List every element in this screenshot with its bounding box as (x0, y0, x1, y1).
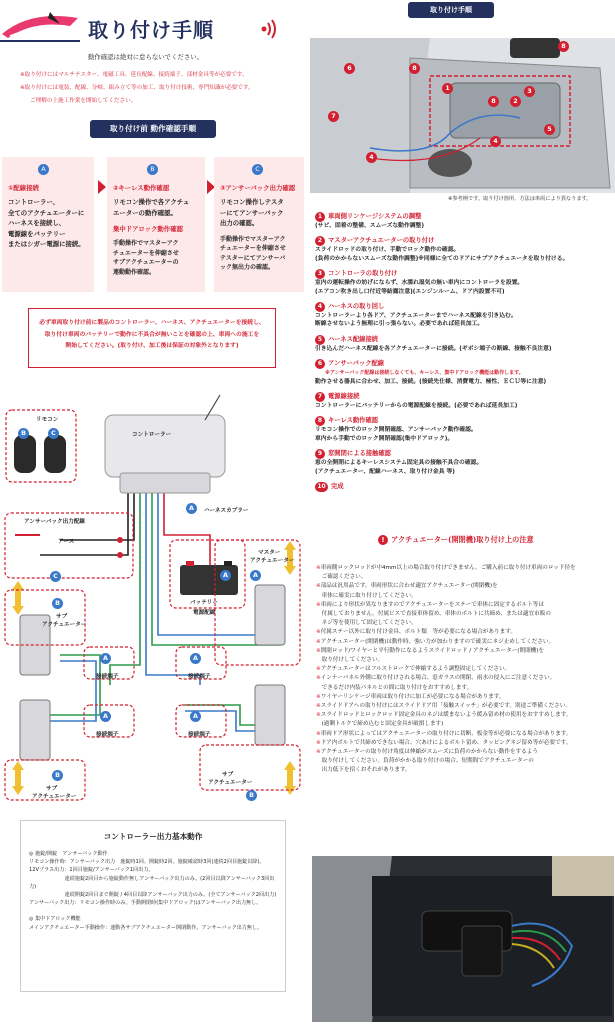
photo-badge-6: 6 (344, 63, 355, 74)
step-number-badge: 6 (315, 359, 325, 369)
step-body: (サビ、固着の整備、スムーズな動作調整) (315, 223, 425, 229)
door-install-photo (310, 38, 615, 193)
earth-label: アース (58, 539, 75, 545)
step-body: 室内の運転操作の妨げにならず、水濡れ湿気の無い車内にコントローラを設置。 (315, 280, 524, 287)
badge-b: B (18, 428, 29, 439)
step-body: (エアコン吹き出し口付近等結露注意)(エンジンルーム、ドア内設置不可) (315, 288, 505, 295)
step-c-line: ーにてアンサーバック (220, 208, 284, 217)
step-a-line: コントローラー、 (8, 198, 59, 206)
photo-badge-1: 1 (442, 83, 453, 94)
master-label-2: アクチュエーター (250, 558, 295, 564)
step-body: スライドロッドの取り付け、手動でロック動作の確認。 (315, 247, 460, 254)
photo-badge-8: 8 (558, 41, 569, 52)
caution-line: ご確認ください。 (316, 574, 367, 581)
step-b-line: 連動動作確認。 (113, 268, 156, 276)
photo-badge-8: 8 (488, 96, 499, 107)
step-number-badge: 10 (315, 482, 328, 492)
badge-a: A (250, 570, 261, 581)
step-a-box (2, 157, 94, 292)
caution-line: できるだけ内装パネルとの間に取り付けをおすすめします。 (316, 684, 473, 691)
harness-label: ハーネスカプラー (204, 508, 249, 514)
step-number-badge: 4 (315, 302, 325, 312)
step-b-badge: B (147, 164, 158, 175)
step-title: キーレス動作確認 (328, 417, 379, 425)
step-heading (315, 301, 613, 312)
step-heading (315, 268, 613, 279)
step-title: ハーネス配線接続 (328, 335, 379, 343)
badge-a: A (100, 711, 111, 722)
badge-a: A (190, 711, 201, 722)
step-body: コントローラーより各ドア、アクチュエーターまでハーネス配線を引き込む。 (315, 313, 517, 320)
badge-b: B (246, 790, 257, 801)
sub-label-2: アクチュエーター (42, 622, 87, 628)
step-b-line: リモコン操作で各アクチュ (113, 198, 190, 206)
caution-line: スライドドアへの取り付けにはスライドドア用「接触スイッチ」が必要です。別途ご準備ください。 (320, 703, 571, 710)
sub-label-1: サブ (222, 772, 234, 778)
caution-line: ドア内ボルトで共締めできない場合、穴あけによるボルト留め、タッピングネジ留め等が必要です。 (320, 739, 572, 746)
badge-b: B (52, 598, 63, 609)
step-title: 窓開閉による接触確認 (328, 450, 391, 458)
step-c-line: 手動操作でマスターアク (220, 235, 286, 243)
step-title: ハーネスの取り回し (328, 303, 385, 311)
photo-badge-8: 8 (409, 63, 420, 74)
terminal-label: 接続端子 (188, 732, 211, 738)
terminal-label: 接続端子 (96, 732, 119, 738)
caution-line: (過剰トルクで締め込むと固定金具が破損します) (316, 721, 444, 728)
step-body: ※アンサーバック配線は接続しなくても、キーレス、集中ドアロック機能は動作します。 (325, 370, 524, 377)
caution-line: 車体に確実に取り付けしてください。 (316, 592, 417, 599)
terminal-label: 接続端子 (188, 674, 211, 680)
page-title: 取り付け手順 (88, 18, 214, 42)
badge-a: A (190, 653, 201, 664)
step-body: リモコン操作でのロック開閉確認、アンサーバック動作確認。 (315, 427, 477, 434)
step-body: 窓の全開閉によるキーレスシステム固定具の接触不具合の確認。 (315, 460, 483, 467)
step-number-badge: 1 (315, 212, 325, 222)
output-line: アンサーバック出力：リモコン操作時のみ。手動開閉時(集中ドアロック)はアンサーバック出力無し。 (29, 900, 262, 907)
step-title: 完成 (331, 483, 344, 491)
photo-badge-5: 5 (544, 124, 555, 135)
step-number-badge: 2 (315, 236, 325, 246)
step-body: (負荷のかからないスムーズな動作調整)※同様に全てのドアにサブアクチュエータを取り付ける。 (315, 255, 569, 262)
step-c-badge: C (252, 164, 263, 175)
step-number-badge: 5 (315, 335, 325, 345)
caution-line: 部品は汎用品です。車両形状に合わせ適宜アクチュエーター(開閉機)を (320, 583, 498, 590)
photo-badge-4: 4 (366, 152, 377, 163)
output-line: 連続開錠2回目まで開錠 / 4回目以降アンサーバック出力のみ。(全てアンサーバック2回出力) (29, 892, 277, 899)
step-c-line: テスターにてアンサーバ (220, 254, 286, 262)
wiring-diagram (0, 385, 305, 805)
answerback-label: アンサーバック出力配線 (24, 519, 86, 525)
step-number-badge: 9 (315, 449, 325, 459)
step-body: 断線させないよう無理に引っ張らない。必要であれば延長加工。 (315, 321, 484, 328)
step-number-badge: 8 (315, 416, 325, 426)
badge-a: A (186, 503, 197, 514)
step-body: 引き込んだハーネス配線を各アクチュエーターに接続。(ギボシ端子の断線、接触不良注意) (315, 345, 552, 352)
remote-label: リモコン (36, 417, 59, 423)
output-line: 12Vプラス出力：1回目施錠/アンサーバック1回出力。 (29, 867, 154, 874)
caution-line: 取り付けしてください。 (316, 657, 384, 664)
header-rule (0, 40, 80, 42)
step-number-badge: 3 (315, 269, 325, 279)
warning-line: 取り付け車両のバッテリーで動作に不具合が無いことを確認の上、車両への施工を (44, 331, 260, 338)
caution-line: 出力低下を招くおそれがあります。 (316, 767, 411, 774)
header-note-2: ※取り付けには電装、配線、分岐、組み立て等の加工、取り付け技術、専門知識が必要です。 (20, 85, 254, 91)
output-line: ◎ 施錠/開錠 アンサーバック動作 (29, 851, 108, 857)
sub-label-1: サブ (46, 786, 58, 792)
step-b-box (107, 157, 205, 292)
caution-line: アクチュエーター(開閉機)は動作時、強い力が加わりますので確実にネジ止めしてください。 (320, 638, 555, 645)
install-steps-list (315, 211, 613, 492)
step-heading (315, 415, 613, 426)
power-label: 電源配線 (193, 610, 216, 616)
photo-badge-2: 2 (510, 96, 521, 107)
photo-badge-7: 7 (328, 111, 339, 122)
caution-line: ネジ等を使用して固定してください。 (316, 620, 417, 627)
badge-b: B (52, 770, 63, 781)
step-heading (315, 334, 613, 345)
step-a-line: またはシガー電源に接続。 (8, 240, 85, 248)
caution-line: アクチュエーターはフルストロークで伸縮するよう調整固定してください。 (320, 666, 511, 673)
step-b-line: エーターの動作確認。 (113, 208, 177, 217)
step-number-badge: 7 (315, 392, 325, 402)
step-title: 車両側リンケージシステムの調整 (328, 213, 422, 220)
caution-line: 取り付けしてください。負荷がかかる取り付けの場合、短期間でアクチュエーターの (316, 758, 534, 765)
caution-line: 付属ステー以外に取り付け金具、ボルト類 等が必要になる場合があります。 (320, 629, 516, 636)
step-heading (315, 481, 613, 492)
step-heading (315, 391, 613, 402)
step-heading (315, 448, 613, 459)
photo-badge-3: 3 (524, 86, 535, 97)
step-heading (315, 358, 613, 369)
caution-list: ※車両側ロックロッドが中4mm以上の場合取り付けできません。ご購入前に取り付け車両のロッド径を ご確認ください。 ※部品は汎用品です。車両形状に合わせ適宜アクチュエーター(開閉機)を 車体に確実に取り付けしてください。 ※車両により形状が異なりますのでアクチュエーターをステーで車体に固定するボルト等は 付属しておりません。付属ビスで直接車体留め、車体のボルトに共締め、または適宜市販の ネジ等を使用して固定してください。 ※付属ステー以外に取り付け金具、ボルト類 等が必要になる場合があります。 ※アクチュエーター(開閉機)は動作時、強い力が加わりますので確実にネジ止めしてください。 ※開閉ロッド/ワイヤーと平行動作になるようスライドロッド / アクチュエーター(開閉機)を 取り付けしてください。 ※アクチュエーターはフルストロークで伸縮するよう調整固定してください。 ※インナーパネル外側に取り付けされる場合、窓ガラスの開閉、雨水の侵入にご注意ください。 できるだけ内装パネルとの間に取り付けをおすすめします。 ※ワイヤーリンケージ車両は取り付けに加工が必要になる場合があります。 ※スライドドアへの取り付けにはスライドドア用「接触スイッチ」が必要です。別途ご準備ください。 ※スライドロッドとロックロッド固定金具のネジは緩まないよう緩み留め材の使用をおすすめします。 (過剰トルクで締め込むと固定金具が破損します) ※車両ドア形状によってはアクチュエーターの取り付けに切断、板金等が必要になる場合があります。 ※ドア内ボルトで共締めできない場合、穴あけによるボルト留め、タッピングネジ留め等が必要です。 ※アクチュエーターの取り付け角度は伸縮がスムーズに負荷のかからない動作をするよう 取り付けしてください。負荷がかかる取り付けの場合、短期間でアクチュエーターの 出力低下を招くおそれがあります。 (316, 564, 614, 776)
step-b-line: 手動操作でマスターアク (113, 240, 179, 247)
step-body: 車内から手動でのロック開閉確認(集中ドアロック)。 (315, 435, 454, 442)
right-section-label: 取り付け手順 (408, 2, 494, 18)
output-line: ◎ 集中ドアロック機能 (29, 916, 81, 923)
step-a-line: 電源線をバッテリー (8, 229, 66, 238)
step-c-line: チュエーターを伸縮させ (220, 245, 286, 252)
sub-label-2: アクチュエーター (32, 794, 77, 800)
signal-icon (258, 18, 280, 40)
caution-title (378, 535, 534, 545)
photo-note: ※参考例です。取り付け箇所、方法は車両により異なります。 (448, 196, 592, 202)
step-c-box (214, 157, 304, 292)
step-heading (315, 235, 613, 246)
step-body: (アクチュエーター、配線ハーネス、取り付け金具 等) (315, 468, 455, 475)
step-body: コントローラーにバッテリーからの電源配線を接続。(必要であれば延長加工) (315, 403, 518, 410)
controller-label: コントローラー (132, 432, 172, 438)
step-b-line: チュエーターを伸縮させ (113, 249, 179, 257)
caution-line: 開閉ロッド/ワイヤーと平行動作になるようスライドロッド / アクチュエーター(開閉機)を (320, 647, 545, 654)
caution-line: 車両により形状が異なりますのでアクチュエーターをステーで車体に固定するボルト等は (320, 601, 544, 608)
step-c-line: リモコン操作しテスタ (220, 198, 284, 206)
step-body: 動作させる器具に合わせ、加工、接続。(接続先仕様、消費電力、極性、ＥＣＵ等に注意) (315, 378, 547, 385)
output-title: コントローラー出力基本動作 (103, 832, 203, 841)
step-title: コントローラの取り付け (328, 270, 398, 278)
step-c-line: 出力の確認。 (220, 219, 259, 227)
output-line: リモコン操作時：アンサーバック出力 施錠時1回、開錠時2回、施錠確認時3回(連続2回目施錠以降)。 (29, 859, 265, 866)
caution-line: アクチュエーターの取り付け角度は伸縮がスムーズに負荷のかからない動作をするよう (320, 749, 538, 756)
output-line (29, 907, 277, 915)
step-b-subheading: 集中ドアロック動作確認 (113, 225, 183, 233)
step-c-heading: ③アンサーバック出力確認 (220, 184, 296, 192)
warning-line: 必ず車両取り付け前に製品のコントローラー、ハーネス、アクチュエーターを接続し、 (39, 320, 265, 326)
output-line: メインアクチュエーター手動操作：連動各サブアクチュエーター開閉動作。アンサーバック出力無し。 (29, 924, 263, 931)
header-swoosh-graphic (0, 4, 80, 44)
photo-badge-4: 4 (490, 136, 501, 147)
controller-output-box (20, 820, 286, 992)
sub-label-1: サブ (56, 614, 68, 620)
badge-c: C (48, 428, 59, 439)
caution-line: 車両側ロックロッドが中4mm以上の場合取り付けできません。ご購入前に取り付け車両のロッド径を (320, 565, 576, 571)
pre-check-label: 取り付け前 動作確認手順 (90, 120, 216, 138)
caution-line: スライドロッドとロックロッド固定金具のネジは緩まないよう緩み留め材の使用をおすすめします。 (320, 712, 572, 719)
badge-a: A (220, 570, 231, 581)
header-note-3: ご理解の上施工作業を開始してください。 (30, 98, 137, 104)
header-note-1: ※取り付けにはマルチテスター、電磁工具、延長配線、接続端子、部材金具等が必要です。 (20, 72, 248, 78)
caution-line: 車両ドア形状によってはアクチュエーターの取り付けに切断、板金等が必要になる場合があります。 (320, 730, 572, 737)
step-a-heading: ①配線接続 (8, 184, 39, 192)
step-c-line: ック無出力の確認。 (220, 264, 275, 271)
output-line: 連続施錠2回目から施錠動作無しアンサーバック出力のみ。(2回目以降アンサーバック3回出力) (29, 875, 275, 890)
page-subtitle: 動作確認は絶対に怠らないでください。 (88, 53, 204, 61)
actuator-install-photo (312, 856, 614, 1022)
caution-line: ワイヤーリンケージ車両は取り付けに加工が必要になる場合があります。 (320, 693, 505, 700)
battery-label: バッテリー (190, 600, 218, 606)
step-a-line: 全てのアクチュエーターに (8, 208, 85, 217)
alert-icon: ! (378, 535, 388, 545)
caution-line: 付属しておりません。付属ビスで直接車体留め、車体のボルトに共締め、または適宜市販の (316, 611, 551, 618)
step-title: 電源線接続 (328, 393, 360, 401)
terminal-label: 接続端子 (96, 674, 119, 680)
sub-label-2: アクチュエーター (208, 780, 253, 786)
warning-line: 開始してください。(取り付け、加工後は保証の対象外となります) (65, 343, 239, 349)
caution-title-text: アクチュエーター(開閉機)取り付け上の注意 (391, 535, 534, 544)
step-heading (315, 211, 613, 222)
master-label-1: マスター (258, 550, 281, 556)
warning-box (28, 308, 276, 368)
step-a-line: ハーネスを接続し、 (8, 219, 66, 227)
caution-line: インナーパネル外側に取り付けされる場合、窓ガラスの開閉、雨水の侵入にご注意ください。 (320, 675, 556, 682)
step-title: アンサーバック配線 (328, 360, 385, 368)
badge-c: C (50, 571, 61, 582)
step-arrow-icon (98, 180, 106, 194)
step-a-badge: A (38, 164, 49, 175)
step-b-line: サブアクチュエーターの (113, 259, 179, 266)
step-b-heading: ②キーレス動作確認 (113, 184, 170, 192)
step-title: マスターアクチュエーターの取り付け (328, 237, 435, 245)
badge-a: A (100, 653, 111, 664)
